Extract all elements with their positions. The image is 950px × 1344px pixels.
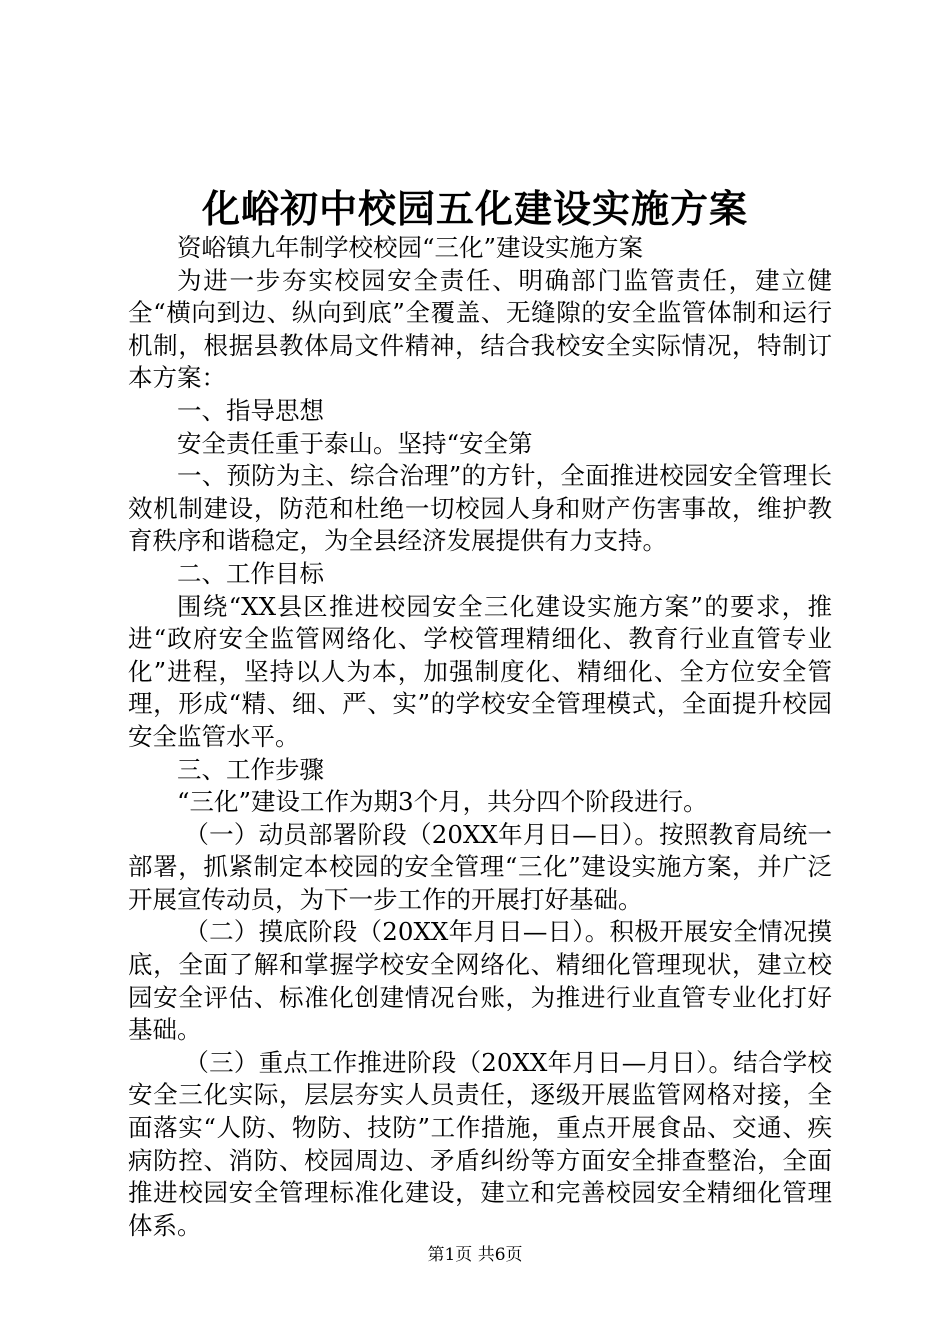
step-paragraph: （三）重点工作推进阶段（20XX年月日—月日）。结合学校安全三化实际，层层夯实人员责任，逐级开展监管网格对接，全面落实“人防、物防、技防”工作措施，重点开展食品、交通、疾病防控、消防、校园周边、矛盾纠纷等方面安全排查整治，全面推进校园安全管理标准化建设，建立和完善校园安全精细化管理体系。 xyxy=(128,1047,832,1240)
body-paragraph: 围绕“XX县区推进校园安全三化建设实施方案”的要求，推进“政府安全监管网络化、学校管理精细化、教育行业直管专业化”进程，坚持以人为本，加强制度化、精细化、全方位安全管理，形成“精、细、严、实”的学校安全管理模式，全面提升校园安全监管水平。 xyxy=(128,591,832,751)
section-heading-work-steps: 三、工作步骤 xyxy=(177,754,324,784)
document-title: 化峪初中校园五化建设实施方案 xyxy=(201,186,748,231)
body-paragraph: “三化”建设工作为期3个月，共分四个阶段进行。 xyxy=(177,787,708,817)
step-paragraph: （二）摸底阶段（20XX年月日—日）。积极开展安全情况摸底，全面了解和掌握学校安全网络化、精细化管理现状，建立校园安全评估、标准化创建情况台账，为推进行业直管专业化打好基础。 xyxy=(128,917,832,1045)
document-body xyxy=(128,232,832,1242)
subtitle-paragraph: 资峪镇九年制学校校园“三化”建设实施方案 xyxy=(177,233,644,262)
section-heading-guiding-ideology: 一、指导思想 xyxy=(177,395,324,425)
step-paragraph: （一）动员部署阶段（20XX年月日—日）。按照教育局统一部署，抓紧制定本校园的安全管理“三化”建设实施方案，并广泛开展宣传动员，为下一步工作的开展打好基础。 xyxy=(128,819,832,914)
page-number-footer: 第1页 共6页 xyxy=(427,1245,523,1265)
body-paragraph: 安全责任重于泰山。坚持“安全第 xyxy=(177,428,533,458)
intro-paragraph: 为进一步夯实校园安全责任、明确部门监管责任，建立健全“横向到边、纵向到底”全覆盖、无缝隙的安全监管体制和运行机制，根据县教体局文件精神，结合我校安全实际情况，特制订本方案： xyxy=(128,265,832,393)
body-paragraph: 一、预防为主、综合治理”的方针，全面推进校园安全管理长效机制建设，防范和杜绝一切校园人身和财产伤害事故，维护教育秩序和谐稳定，为全县经济发展提供有力支持。 xyxy=(128,461,832,556)
section-heading-work-goals: 二、工作目标 xyxy=(177,558,324,588)
